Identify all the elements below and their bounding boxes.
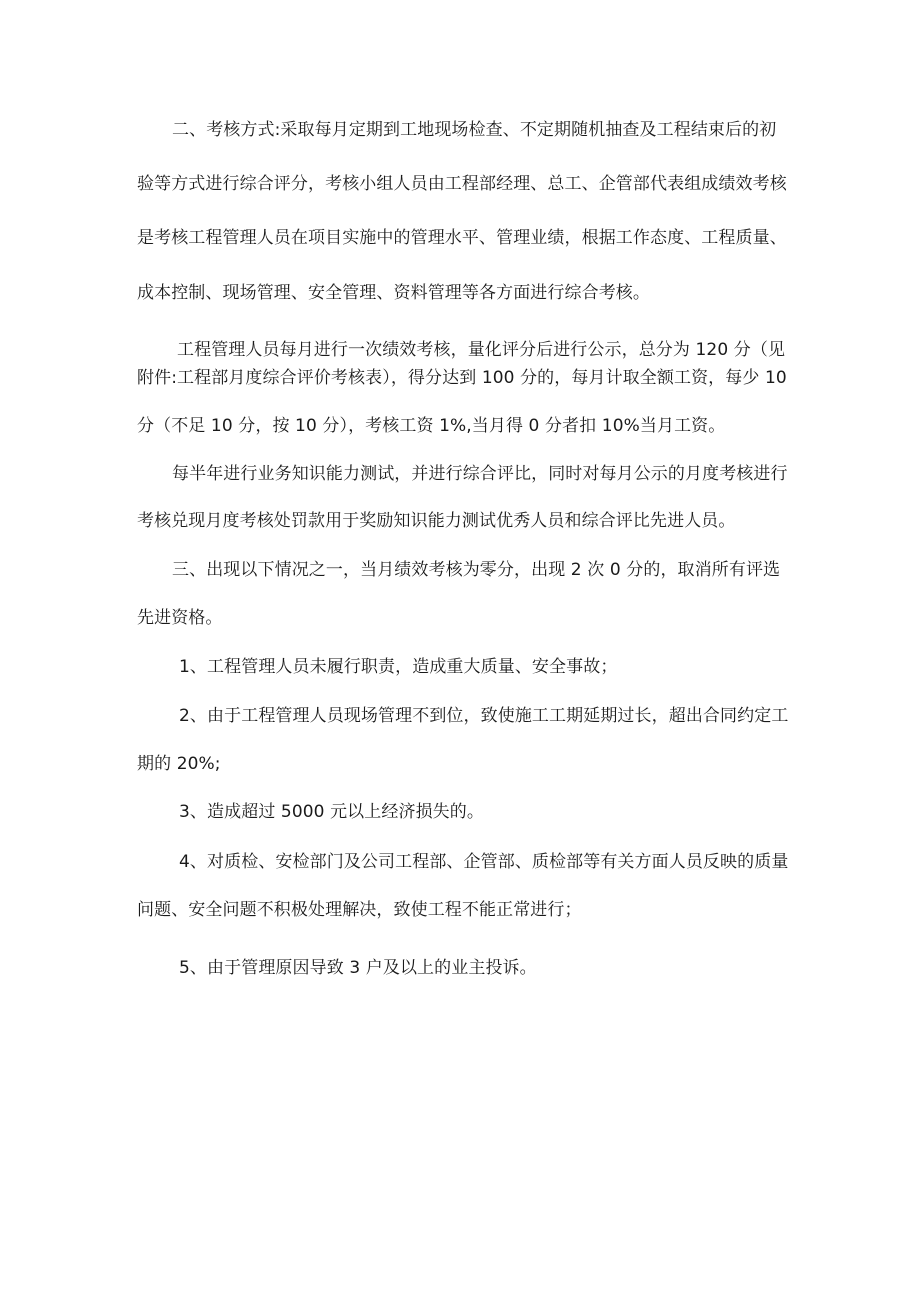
condition-item-4-continuation: 问题、安全问题不积极处理解决，致使工程不能正常进行； [137, 900, 582, 920]
condition-item-2-continuation: 期的 20%; [137, 754, 221, 774]
paragraph-line: 三、出现以下情况之一，当月绩效考核为零分，出现 2 次 0 分的，取消所有评选 [172, 560, 781, 580]
condition-item-5: 5、由于管理原因导致 3 户及以上的业主投诉。 [179, 958, 537, 978]
condition-item-1: 1、工程管理人员未履行职责，造成重大质量、安全事故； [179, 657, 618, 677]
paragraph-line: 先进资格。 [137, 608, 223, 628]
paragraph-line: 验等方式进行综合评分，考核小组人员由工程部经理、总工、企管部代表组成绩效考核 [137, 174, 787, 194]
paragraph-line: 工程管理人员每月进行一次绩效考核，量化评分后进行公示，总分为 120 分（见 [177, 340, 786, 360]
paragraph-line: 二、考核方式:采取每月定期到工地现场检查、不定期随机抽查及工程结束后的初 [172, 120, 777, 140]
paragraph-line: 每半年进行业务知识能力测试，并进行综合评比，同时对每月公示的月度考核进行 [172, 464, 788, 484]
paragraph-line: 成本控制、现场管理、安全管理、资料管理等各方面进行综合考核。 [137, 283, 650, 303]
paragraph-line: 是考核工程管理人员在项目实施中的管理水平、管理业绩，根据工作态度、工程质量、 [137, 228, 787, 248]
condition-item-3: 3、造成超过 5000 元以上经济损失的。 [179, 802, 484, 822]
paragraph-line: 附件:工程部月度综合评价考核表），得分达到 100 分的，每月计取全额工资，每少 10 [137, 368, 787, 388]
condition-item-4: 4、对质检、安检部门及公司工程部、企管部、质检部等有关方面人员反映的质量 [179, 852, 789, 872]
condition-item-2: 2、由于工程管理人员现场管理不到位，致使施工工期延期过长，超出合同约定工 [179, 706, 789, 726]
paragraph-line: 分（不足 10 分，按 10 分），考核工资 1%,当月得 0 分者扣 10%当月工资。 [137, 416, 726, 436]
paragraph-line: 考核兑现月度考核处罚款用于奖励知识能力测试优秀人员和综合评比先进人员。 [137, 511, 736, 531]
